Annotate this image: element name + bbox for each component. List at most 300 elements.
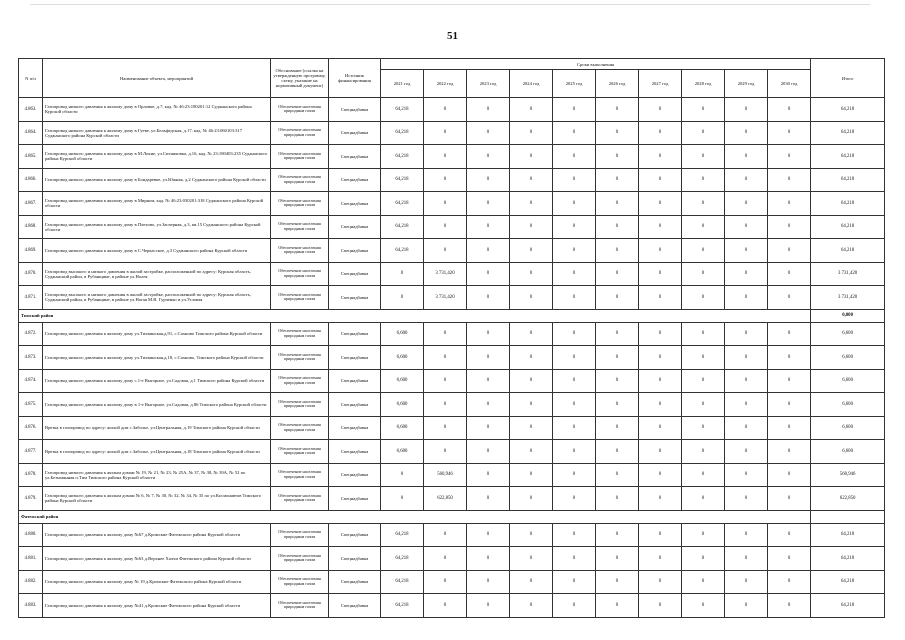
header-year: 2027 год xyxy=(639,70,682,98)
header-no: N п/п xyxy=(19,59,43,98)
year-value: 0 xyxy=(467,121,510,145)
year-value: 0 xyxy=(596,239,639,263)
year-value: 6,600 xyxy=(381,346,424,370)
year-value: 0 xyxy=(768,594,811,618)
table-row xyxy=(19,215,885,239)
row-number: 4.875. xyxy=(19,393,43,417)
year-value: 0 xyxy=(725,523,768,547)
funding-source: Спецнадбавка xyxy=(329,570,381,594)
basis-cell: Обеспечение населения природным газом xyxy=(271,369,329,393)
year-value: 64,218 xyxy=(381,98,424,122)
year-value: 0 xyxy=(424,215,467,239)
year-value: 0 xyxy=(725,393,768,417)
year-value: 0 xyxy=(768,523,811,547)
funding-source: Спецнадбавка xyxy=(329,215,381,239)
year-value: 0 xyxy=(682,322,725,346)
row-total: 64,218 xyxy=(811,98,885,122)
row-total: 64,218 xyxy=(811,239,885,263)
object-name: Газопровод низкого давления к жилому дому в Гуеве, ул.Бельфедская, д.17, кад. № 46:23:060103:317 Суджанского района Курской области xyxy=(43,121,271,145)
page-number: 51 xyxy=(447,30,458,42)
year-value: 6,600 xyxy=(381,322,424,346)
year-value: 0 xyxy=(768,393,811,417)
year-value: 0 xyxy=(639,239,682,263)
object-name: Газопровод низкого давления к жилому дому ул.Тихвинская,д.18, с.Сахново, Тимского района Курской области xyxy=(43,346,271,370)
year-value: 0 xyxy=(467,262,510,286)
year-value: 0 xyxy=(596,487,639,511)
year-value: 0 xyxy=(553,393,596,417)
header-total: Итого xyxy=(811,59,885,98)
year-value: 0 xyxy=(596,416,639,440)
year-value: 0 xyxy=(768,286,811,310)
year-value: 0 xyxy=(682,192,725,216)
object-name: Газопровод низкого давления к жилому дому №41 д.Кромские Фатежского района Курской области xyxy=(43,594,271,618)
year-value: 0 xyxy=(553,286,596,310)
header-year: 2022 год xyxy=(424,70,467,98)
year-value: 0 xyxy=(467,322,510,346)
year-value: 0 xyxy=(596,346,639,370)
year-value: 0 xyxy=(725,570,768,594)
funding-source: Спецнадбавка xyxy=(329,121,381,145)
year-value: 0 xyxy=(682,463,725,487)
year-value: 0 xyxy=(467,570,510,594)
table-row xyxy=(19,168,885,192)
year-value: 0 xyxy=(381,463,424,487)
year-value: 64,218 xyxy=(381,192,424,216)
year-value: 622,850 xyxy=(424,487,467,511)
year-value: 64,218 xyxy=(381,547,424,571)
year-value: 0 xyxy=(639,416,682,440)
year-value: 0 xyxy=(467,286,510,310)
year-value: 0 xyxy=(596,286,639,310)
object-name: Газопровод низкого давления к жилому дому в С.Черкасское, д.3 Суджанского района Курской области xyxy=(43,239,271,263)
year-value: 64,218 xyxy=(381,215,424,239)
year-value: 0 xyxy=(768,416,811,440)
object-name: Врезка в газопровод по адресу: жилой дом с.Заболье, ул.Центральная, д.19 Тимского района Курской области xyxy=(43,416,271,440)
year-value: 0 xyxy=(424,192,467,216)
year-value: 0 xyxy=(553,168,596,192)
year-value: 0 xyxy=(725,463,768,487)
year-value: 64,218 xyxy=(381,594,424,618)
year-value: 0 xyxy=(639,322,682,346)
year-value: 64,218 xyxy=(381,145,424,169)
row-number: 4.867. xyxy=(19,192,43,216)
funding-source: Спецнадбавка xyxy=(329,487,381,511)
basis-cell: Обеспечение населения природным газом xyxy=(271,416,329,440)
year-value: 0 xyxy=(596,523,639,547)
object-name: Газопровод низкого давления к жилому дому в Плехово, ул.Заозерная, д.3, кв.15 Суджанского района Курской области xyxy=(43,215,271,239)
funding-source: Спецнадбавка xyxy=(329,523,381,547)
year-value: 0 xyxy=(510,523,553,547)
row-number: 4.878. xyxy=(19,463,43,487)
object-name: Газопровод низкого давления к жилым домам № 19, № 21, № 23, № 25А, № 37, № 38, № 39А, № 52 по ул.Безымянная п.Тим Тимского района Курской области xyxy=(43,463,271,487)
section-title: Тимский район xyxy=(19,309,811,322)
year-value: 0 xyxy=(467,523,510,547)
year-value: 0 xyxy=(768,168,811,192)
object-name: Газопровод низкого давления к жилому дому №67 д.Кромские Фатежского района Курской области xyxy=(43,523,271,547)
object-name: Газопровод низкого давления к жилому дому № 19 д.Кромские Фатежского района Курской области xyxy=(43,570,271,594)
basis-cell: Обеспечение населения природным газом xyxy=(271,570,329,594)
year-value: 0 xyxy=(424,440,467,464)
year-value: 0 xyxy=(510,416,553,440)
year-value: 0 xyxy=(467,393,510,417)
year-value: 0 xyxy=(682,98,725,122)
year-value: 0 xyxy=(553,192,596,216)
year-value: 0 xyxy=(768,487,811,511)
year-value: 0 xyxy=(467,239,510,263)
year-value: 0 xyxy=(553,215,596,239)
year-value: 0 xyxy=(553,594,596,618)
basis-cell: Обеспечение населения природным газом xyxy=(271,594,329,618)
year-value: 0 xyxy=(725,369,768,393)
funding-source: Спецнадбавка xyxy=(329,286,381,310)
funding-source: Спецнадбавка xyxy=(329,192,381,216)
year-value: 0 xyxy=(596,393,639,417)
row-number: 4.863. xyxy=(19,98,43,122)
year-value: 0 xyxy=(424,145,467,169)
table-row xyxy=(19,286,885,310)
table-row xyxy=(19,322,885,346)
section-total: 0,000 xyxy=(811,309,885,322)
year-value: 0 xyxy=(725,440,768,464)
year-value: 0 xyxy=(639,594,682,618)
table-row xyxy=(19,487,885,511)
year-value: 0 xyxy=(467,168,510,192)
year-value: 0 xyxy=(510,145,553,169)
section-row xyxy=(19,510,885,523)
table-row xyxy=(19,346,885,370)
object-name: Газопровод низкого давления к жилым домам № 6, № 7, № 30, № 32, № 34, № 35 по ул.Космонавтов Тимского района Курской области xyxy=(43,487,271,511)
year-value: 0 xyxy=(424,168,467,192)
year-value: 0 xyxy=(467,547,510,571)
year-value: 3 731,420 xyxy=(424,286,467,310)
year-value: 0 xyxy=(596,594,639,618)
year-value: 0 xyxy=(768,440,811,464)
year-value: 0 xyxy=(553,463,596,487)
year-value: 0 xyxy=(596,369,639,393)
year-value: 0 xyxy=(510,98,553,122)
year-value: 0 xyxy=(510,262,553,286)
year-value: 0 xyxy=(553,346,596,370)
row-number: 4.882. xyxy=(19,570,43,594)
year-value: 0 xyxy=(639,346,682,370)
year-value: 0 xyxy=(725,215,768,239)
year-value: 0 xyxy=(553,523,596,547)
year-value: 64,218 xyxy=(381,121,424,145)
basis-cell: Обеспечение населения природным газом xyxy=(271,393,329,417)
year-value: 0 xyxy=(553,440,596,464)
year-value: 0 xyxy=(510,369,553,393)
basis-cell: Обеспечение населения природным газом xyxy=(271,547,329,571)
funding-source: Спецнадбавка xyxy=(329,416,381,440)
year-value: 0 xyxy=(725,286,768,310)
year-value: 0 xyxy=(596,262,639,286)
year-value: 0 xyxy=(510,215,553,239)
year-value: 0 xyxy=(510,121,553,145)
basis-cell: Обеспечение населения природным газом xyxy=(271,523,329,547)
year-value: 0 xyxy=(682,286,725,310)
row-total: 64,218 xyxy=(811,523,885,547)
basis-cell: Обеспечение населения природным газом xyxy=(271,121,329,145)
basis-cell: Обеспечение населения природным газом xyxy=(271,286,329,310)
funding-source: Спецнадбавка xyxy=(329,346,381,370)
basis-cell: Обеспечение населения природным газом xyxy=(271,192,329,216)
year-value: 0 xyxy=(725,547,768,571)
year-value: 0 xyxy=(424,121,467,145)
row-total: 64,218 xyxy=(811,215,885,239)
row-total: 3 731,420 xyxy=(811,262,885,286)
year-value: 0 xyxy=(639,393,682,417)
object-name: Врезка в газопровод по адресу: жилой дом с.Заболье, ул.Центральная, д.18 Тимского района Курской области xyxy=(43,440,271,464)
funding-source: Спецнадбавка xyxy=(329,594,381,618)
year-value: 0 xyxy=(553,322,596,346)
table-row xyxy=(19,547,885,571)
year-value: 0 xyxy=(467,416,510,440)
year-value: 0 xyxy=(467,192,510,216)
year-value: 0 xyxy=(596,322,639,346)
year-value: 0 xyxy=(510,463,553,487)
header-basis: Обоснование (ссылка на утвержденную программу, схему, указание на нормативный документ) xyxy=(271,59,329,98)
year-value: 0 xyxy=(725,487,768,511)
year-value: 560,946 xyxy=(424,463,467,487)
header-year: 2030 год xyxy=(768,70,811,98)
year-value: 0 xyxy=(725,121,768,145)
object-name: Газопровод низкого давления к жилому дому №63 д.Верхнее Халчи Фатежского района Курской области xyxy=(43,547,271,571)
row-total: 560,946 xyxy=(811,463,885,487)
year-value: 0 xyxy=(424,594,467,618)
year-value: 0 xyxy=(424,570,467,594)
year-value: 0 xyxy=(768,192,811,216)
year-value: 0 xyxy=(682,393,725,417)
row-total: 64,218 xyxy=(811,121,885,145)
table-row xyxy=(19,523,885,547)
table-row xyxy=(19,98,885,122)
year-value: 0 xyxy=(424,369,467,393)
year-value: 0 xyxy=(639,487,682,511)
year-value: 0 xyxy=(510,393,553,417)
funding-source: Спецнадбавка xyxy=(329,168,381,192)
table-row xyxy=(19,416,885,440)
row-number: 4.864. xyxy=(19,121,43,145)
year-value: 0 xyxy=(768,262,811,286)
basis-cell: Обеспечение населения природным газом xyxy=(271,98,329,122)
year-value: 0 xyxy=(768,346,811,370)
table-body xyxy=(19,98,885,618)
year-value: 0 xyxy=(424,416,467,440)
row-number: 4.876. xyxy=(19,416,43,440)
object-name: Газопровод низкого давления к жилому дому ул.Тихвинская,д.91, с.Сахново Тимского района Курской области xyxy=(43,322,271,346)
year-value: 0 xyxy=(768,570,811,594)
object-name: Газопровод низкого давления к жилому дому с.1-е Выгорное, ул.Садовая, д.1 Тимского района Курской области xyxy=(43,369,271,393)
year-value: 0 xyxy=(467,215,510,239)
row-number: 4.880. xyxy=(19,523,43,547)
year-value: 0 xyxy=(639,262,682,286)
scan-edge-line xyxy=(30,4,870,5)
year-value: 0 xyxy=(596,440,639,464)
basis-cell: Обеспечение населения природным газом xyxy=(271,440,329,464)
year-value: 0 xyxy=(639,440,682,464)
year-value: 0 xyxy=(596,547,639,571)
row-total: 6,600 xyxy=(811,346,885,370)
year-value: 0 xyxy=(467,440,510,464)
year-value: 0 xyxy=(510,440,553,464)
year-value: 0 xyxy=(553,369,596,393)
year-value: 0 xyxy=(596,98,639,122)
year-value: 0 xyxy=(553,487,596,511)
funding-source: Спецнадбавка xyxy=(329,440,381,464)
table-row xyxy=(19,145,885,169)
row-number: 4.870. xyxy=(19,262,43,286)
year-value: 0 xyxy=(682,168,725,192)
year-value: 0 xyxy=(510,192,553,216)
year-value: 0 xyxy=(467,594,510,618)
year-value: 0 xyxy=(682,121,725,145)
basis-cell: Обеспечение населения природным газом xyxy=(271,145,329,169)
year-value: 0 xyxy=(682,440,725,464)
table-row xyxy=(19,570,885,594)
basis-cell: Обеспечение населения природным газом xyxy=(271,322,329,346)
year-value: 0 xyxy=(467,98,510,122)
year-value: 0 xyxy=(725,594,768,618)
row-total: 64,218 xyxy=(811,594,885,618)
year-value: 64,218 xyxy=(381,523,424,547)
year-value: 0 xyxy=(553,547,596,571)
year-value: 0 xyxy=(467,487,510,511)
year-value: 0 xyxy=(510,168,553,192)
row-total: 64,218 xyxy=(811,168,885,192)
year-value: 0 xyxy=(596,215,639,239)
basis-cell: Обеспечение населения природным газом xyxy=(271,463,329,487)
header-year: 2025 год xyxy=(553,70,596,98)
table-row xyxy=(19,121,885,145)
year-value: 0 xyxy=(596,168,639,192)
funding-source: Спецнадбавка xyxy=(329,463,381,487)
year-value: 0 xyxy=(639,168,682,192)
header-year: 2024 год xyxy=(510,70,553,98)
year-value: 0 xyxy=(553,262,596,286)
year-value: 0 xyxy=(510,570,553,594)
row-total: 6,600 xyxy=(811,393,885,417)
year-value: 0 xyxy=(424,239,467,263)
year-value: 0 xyxy=(725,145,768,169)
basis-cell: Обеспечение населения природным газом xyxy=(271,346,329,370)
table-row xyxy=(19,239,885,263)
row-total: 64,218 xyxy=(811,145,885,169)
year-value: 0 xyxy=(424,98,467,122)
header-period: Сроки выполнения xyxy=(381,59,811,70)
year-value: 0 xyxy=(553,121,596,145)
year-value: 0 xyxy=(639,547,682,571)
object-name: Газопровод низкого давления к жилому дому в Мирном, кад. № 46:23:030201:318 Суджанского района Курской области xyxy=(43,192,271,216)
year-value: 0 xyxy=(639,121,682,145)
row-total: 64,218 xyxy=(811,570,885,594)
header-name: Наименование объекта, мероприятий xyxy=(43,59,271,98)
table-row xyxy=(19,463,885,487)
header-year: 2023 год xyxy=(467,70,510,98)
year-value: 0 xyxy=(639,523,682,547)
row-number: 4.874. xyxy=(19,369,43,393)
row-total: 3 731,420 xyxy=(811,286,885,310)
row-total: 622,850 xyxy=(811,487,885,511)
year-value: 0 xyxy=(725,168,768,192)
basis-cell: Обеспечение населения природным газом xyxy=(271,215,329,239)
year-value: 0 xyxy=(510,346,553,370)
year-value: 0 xyxy=(510,286,553,310)
row-total: 64,218 xyxy=(811,192,885,216)
row-number: 4.877. xyxy=(19,440,43,464)
year-value: 0 xyxy=(768,322,811,346)
funding-source: Спецнадбавка xyxy=(329,145,381,169)
year-value: 0 xyxy=(725,346,768,370)
year-value: 6,600 xyxy=(381,369,424,393)
year-value: 0 xyxy=(682,215,725,239)
year-value: 0 xyxy=(510,322,553,346)
year-value: 0 xyxy=(467,145,510,169)
object-name: Газопровод высокого и низкого давления в жилой застройке, расположенной по адресу: Курская область, Суджанский район, в Рубанщине, в районе ул.Нагая М.В. Гурченко и ул.Угловая xyxy=(43,286,271,310)
funding-source: Спецнадбавка xyxy=(329,547,381,571)
year-value: 0 xyxy=(553,416,596,440)
year-value: 0 xyxy=(639,286,682,310)
year-value: 0 xyxy=(725,322,768,346)
year-value: 3 731,420 xyxy=(424,262,467,286)
section-title: Фатежский район xyxy=(19,510,811,523)
year-value: 0 xyxy=(768,463,811,487)
year-value: 0 xyxy=(596,463,639,487)
year-value: 6,600 xyxy=(381,440,424,464)
year-value: 0 xyxy=(682,145,725,169)
year-value: 0 xyxy=(553,98,596,122)
year-value: 0 xyxy=(596,192,639,216)
year-value: 0 xyxy=(682,346,725,370)
header-year: 2021 год xyxy=(381,70,424,98)
funding-source: Спецнадбавка xyxy=(329,98,381,122)
year-value: 0 xyxy=(553,239,596,263)
header-row-1 xyxy=(19,59,885,70)
table-row xyxy=(19,262,885,286)
year-value: 0 xyxy=(639,192,682,216)
year-value: 0 xyxy=(768,547,811,571)
row-number: 4.866. xyxy=(19,168,43,192)
year-value: 0 xyxy=(510,239,553,263)
year-value: 0 xyxy=(553,570,596,594)
table-row xyxy=(19,393,885,417)
row-number: 4.873. xyxy=(19,346,43,370)
object-name: Газопровод низкого давления к жилому дому в М.Локне, ул.Ситниковка, д.16, кад. № 23:180403:235 Суджанского района Курской области xyxy=(43,145,271,169)
row-total: 6,600 xyxy=(811,440,885,464)
year-value: 0 xyxy=(768,239,811,263)
year-value: 0 xyxy=(682,523,725,547)
year-value: 0 xyxy=(510,594,553,618)
basis-cell: Обеспечение населения природным газом xyxy=(271,262,329,286)
year-value: 0 xyxy=(467,369,510,393)
row-number: 4.869. xyxy=(19,239,43,263)
year-value: 0 xyxy=(768,98,811,122)
object-name: Газопровод низкого давления к жилому дому в Бондаревке, ул.Южная, д.2 Суджанского района Курской области xyxy=(43,168,271,192)
year-value: 0 xyxy=(725,416,768,440)
header-year: 2028 год xyxy=(682,70,725,98)
year-value: 0 xyxy=(381,262,424,286)
year-value: 0 xyxy=(768,121,811,145)
year-value: 0 xyxy=(725,239,768,263)
year-value: 0 xyxy=(424,393,467,417)
year-value: 0 xyxy=(553,145,596,169)
year-value: 0 xyxy=(639,145,682,169)
table-row xyxy=(19,192,885,216)
row-total: 64,218 xyxy=(811,547,885,571)
year-value: 0 xyxy=(424,523,467,547)
year-value: 6,600 xyxy=(381,416,424,440)
year-value: 0 xyxy=(424,346,467,370)
funding-source: Спецнадбавка xyxy=(329,262,381,286)
